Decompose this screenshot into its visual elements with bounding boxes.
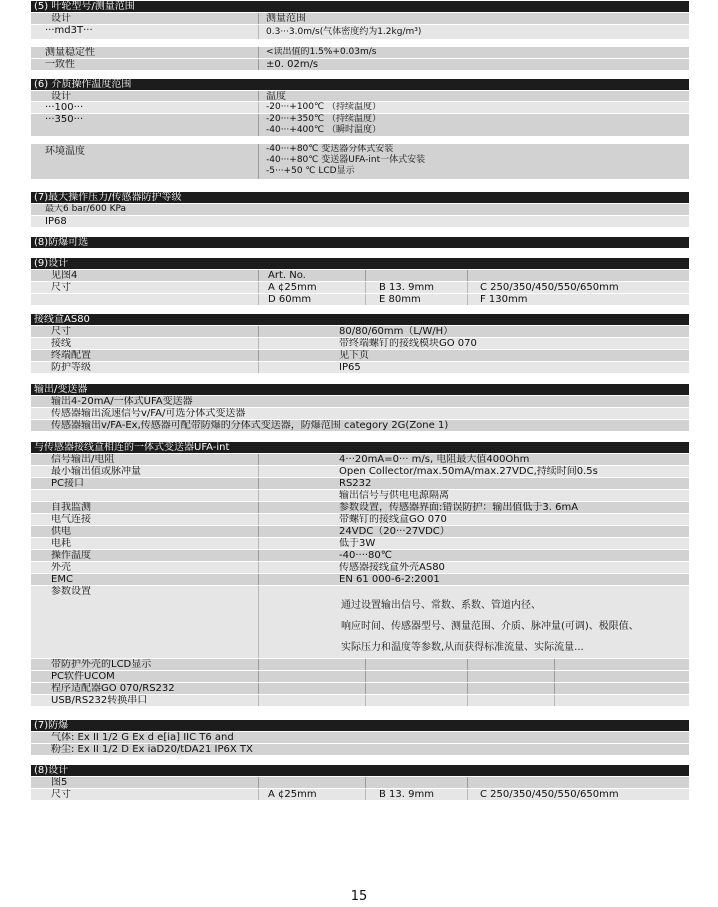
table-row: 设计 测量范围 [31,12,689,24]
section-header: (8)设计 [31,765,689,776]
section-junction-box [31,314,689,373]
section-explosion-optional [31,237,689,248]
table-row: 操作温度 -40····80℃ [31,549,689,561]
section-impeller [31,1,689,70]
table-row: IP68 [31,215,689,227]
section-design [31,258,689,305]
section-header: 接线盒AS80 [31,314,689,325]
table-row: ···100··· -20···+100℃ （持续温度） [31,101,689,113]
table-row: 传感器输出流速信号v/FA/可选分体式变送器 [31,407,689,419]
section-header: (5) 叶轮型号/测量范围 [31,1,689,12]
table-row: ···md3T··· 0.3···3.0m/s(气体密度约为1.2kg/m³) [31,24,689,39]
table-row: 尺寸 A ¢25mm B 13. 9mm C 250/350/450/550/650mm [31,281,689,293]
page-number: 15 [350,889,368,904]
table-row: 气体: Ex II 1/2 G Ex d e[ia] IIC T6 and [31,731,689,743]
table-row: 尺寸 80/80/60mm（L/W/H） [31,325,689,337]
table-row: 终端配置 见下页 [31,349,689,361]
section-header: 输出/变送器 [31,384,689,395]
table-row: PC软件UCOM [31,670,689,682]
table-row: PC接口 RS232 [31,477,689,489]
table-row: 粉尘: Ex II 1/2 D Ex iaD20/tDA21 IP6X TX [31,743,689,755]
table-row: 见图4 Art. No. [31,269,689,281]
table-row: 外壳 传感器接线盒外壳AS80 [31,561,689,573]
section-header: 与传感器接线盒相连的一体式变送器UFA-int [31,442,689,453]
table-row: 程序适配器GO 070/RS232 [31,682,689,694]
table-row: 接线 带终端螺钉的接线模块GO 070 [31,337,689,349]
table-row: ···350··· -20···+350℃ （持续温度） -40···+400℃ （瞬时温度） [31,113,689,136]
section-design-2 [31,765,689,800]
table-row: D 60mm E 80mm F 130mm [31,293,689,305]
section-temperature [31,79,689,179]
parameter-description: 通过设置输出信号、常数、系数、管道内径、 响应时间、传感器型号、测量范围、介质、脉冲量(可调)、极限值、 实际压力和温度等参数,从而获得标准流量、实际流量... [341,600,639,653]
table-row: 传感器输出v/FA-Ex,传感器可配带防爆的分体式变送器，防爆范围 category 2G(Zone 1) [31,419,689,431]
section-output [31,384,689,431]
table-row: 图5 [31,776,689,788]
section-header: (7)最大操作压力/传感器防护等级 [31,192,689,203]
section-pressure [31,192,689,227]
table-row: 带防护外壳的LCD显示 [31,658,689,670]
table-row: 供电 24VDC（20···27VDC） [31,525,689,537]
section-header: (8)防爆可选 [31,237,689,248]
section-header: (7)防爆 [31,720,689,731]
parameter-setting-row: 参数设置 通过设置输出信号、常数、系数、管道内径、 响应时间、传感器型号、测量范围、介质、脉冲量(可调)、极限值、 实际压力和温度等参数,从而获得标准流量、实际流量... [31,585,689,658]
table-row: 测量稳定性 <读出值的1.5%+0.03m/s [31,46,689,58]
table-row: EMC EN 61 000-6-2:2001 [31,573,689,585]
table-row: 电耗 低于3W [31,537,689,549]
table-row: 自我监测 参数设置，传感器界面:错误防护：输出值低于3. 6mA [31,501,689,513]
table-row: 尺寸 A ¢25mm B 13. 9mm C 250/350/450/550/650mm [31,788,689,800]
table-row: 一致性 ±0. 02m/s [31,58,689,70]
section-header: (6) 介质操作温度范围 [31,79,689,90]
table-row: 环境温度 -40···+80℃ 变送器分体式安装 -40···+80℃ 变送器UFA-int一体式安装 -5···+50 ℃ LCD显示 [31,143,689,179]
table-row: 信号输出/电阻 4···20mA=0··· m/s, 电阻最大值400Ohm [31,453,689,465]
table-row: 最大6 bar/600 KPa [31,203,689,215]
table-row: 最小输出值或脉冲量 Open Collector/max.50mA/max.27VDC,持续时间0.5s [31,465,689,477]
section-header: (9)设计 [31,258,689,269]
section-ufa-int [31,442,689,706]
table-row: 设计 温度 [31,90,689,101]
table-row: 防护等级 IP65 [31,361,689,373]
table-row: 输出4-20mA/一体式UFA变送器 [31,395,689,407]
table-row: USB/RS232转换串口 [31,694,689,706]
table-row: 电气连接 带螺钉的接线盒GO 070 [31,513,689,525]
table-row: 输出信号与供电电源隔离 [31,489,689,501]
section-explosion-protection [31,720,689,755]
